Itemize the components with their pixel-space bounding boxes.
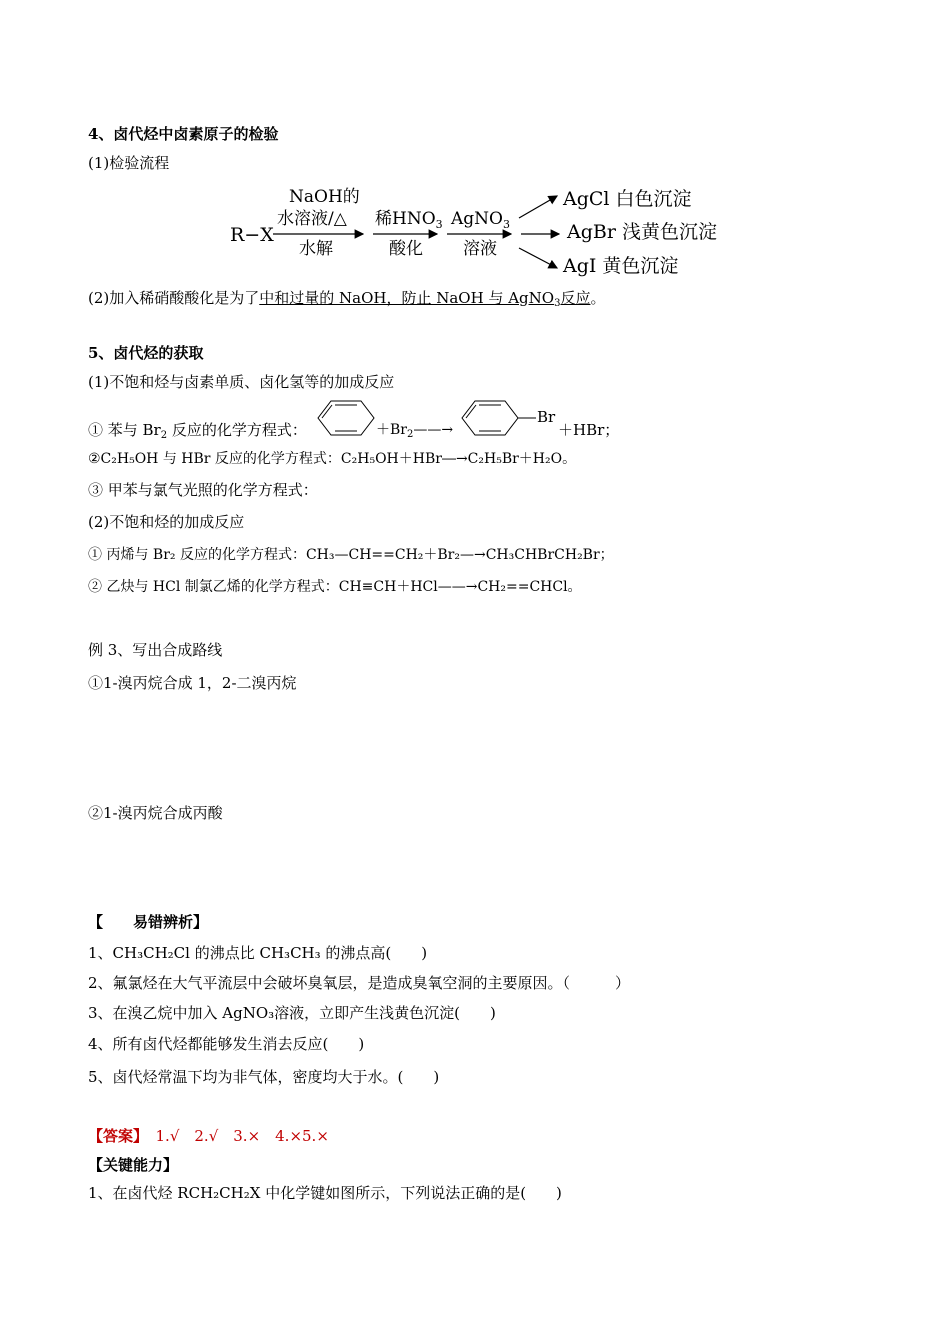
equation-benzene-br2: ① 苯与 $Br_2$ 反应的化学方程式： bbox=[88, 421, 307, 441]
flow-step1-top2: 水溶液/△ bbox=[277, 209, 347, 229]
bromobenzene-br-label: Br bbox=[537, 408, 556, 426]
error-item-1: 1、CH₃CH₂Cl 的沸点比 CH₃CH₃ 的沸点高( ) bbox=[88, 944, 428, 962]
key-ability-q1: 1、在卤代烃 RCH₂CH₂X 中化学键如图所示，下列说法正确的是( ) bbox=[88, 1184, 562, 1202]
flow-step2-top: 稀$HNO_3$ bbox=[375, 209, 443, 231]
flow-result-agcl: AgCl 白色沉淀 bbox=[563, 188, 692, 210]
benzene-ring-icon bbox=[316, 398, 376, 438]
equation-benzene-hbr: ＋HBr； bbox=[558, 421, 620, 439]
error-analysis-title: 【 易错辨析】 bbox=[88, 913, 209, 931]
flow-step3-bottom: 溶液 bbox=[463, 239, 497, 259]
flow-step1-bottom: 水解 bbox=[299, 239, 333, 259]
equation-benzene-mid: $+Br_2——\to$ bbox=[376, 422, 454, 440]
flow-step2-bottom: 酸化 bbox=[389, 239, 423, 259]
flow-step1-top1: NaOH的 bbox=[289, 187, 360, 207]
section-4-title: 4、卤代烃中卤素原子的检验 bbox=[88, 125, 279, 143]
answer-label: 【答案】 bbox=[88, 1127, 141, 1145]
flow-result-agi: AgI 黄色沉淀 bbox=[563, 255, 679, 277]
halogen-test-flow-diagram bbox=[225, 180, 745, 280]
answer-text: 1.√ 2.√ 3.× 4.×5.× bbox=[140, 1127, 329, 1145]
bromobenzene-ring-icon bbox=[460, 398, 560, 438]
flow-step3-top: AgNO$_3$ bbox=[451, 209, 510, 231]
error-item-2: 2、氟氯烃在大气平流层中会破坏臭氧层，是造成臭氧空洞的主要原因。（ ） bbox=[88, 974, 631, 992]
flow-start: R−X bbox=[230, 224, 274, 246]
example-3-q1: ①1-溴丙烷合成 1，2-二溴丙烷 bbox=[88, 674, 297, 692]
equation-toluene-cl2: ③ 甲苯与氯气光照的化学方程式： bbox=[88, 481, 318, 499]
section-5-sub1: (1)不饱和烃与卤素单质、卤化氢等的加成反应 bbox=[88, 373, 395, 391]
section-5-title: 5、卤代烃的获取 bbox=[88, 344, 204, 362]
section-4-sub2: (2)加入稀硝酸酸化是为了中和过量的 NaOH，防止 NaOH 与 AgNO$_3$反应。 bbox=[88, 289, 606, 309]
section-4-sub1: (1)检验流程 bbox=[88, 154, 170, 172]
answer-line bbox=[88, 1126, 329, 1146]
error-item-3: 3、在溴乙烷中加入 AgNO₃溶液，立即产生浅黄色沉淀( ) bbox=[88, 1004, 496, 1022]
equation-acetylene-hcl: ② 乙炔与 HCl 制氯乙烯的化学方程式：CH≡CH＋HCl——→CH₂==CHCl。 bbox=[88, 579, 582, 595]
key-ability-title: 【关键能力】 bbox=[88, 1156, 179, 1174]
section-5-sub2: (2)不饱和烃的加成反应 bbox=[88, 513, 245, 531]
equation-propene-br2: ① 丙烯与 Br₂ 反应的化学方程式：CH₃—CH==CH₂＋Br₂—→CH₃CHBrCH₂Br； bbox=[88, 547, 614, 563]
error-item-4: 4、所有卤代烃都能够发生消去反应( ) bbox=[88, 1035, 365, 1053]
example-3-q2: ②1-溴丙烷合成丙酸 bbox=[88, 804, 223, 822]
equation-ethanol-hbr: ②C₂H₅OH 与 HBr 反应的化学方程式：C₂H₅OH＋HBr―→C₂H₅Br＋H₂O。 bbox=[88, 451, 577, 467]
flow-result-agbr: AgBr 浅黄色沉淀 bbox=[567, 221, 717, 243]
error-item-5: 5、卤代烃常温下均为非气体，密度均大于水。( ) bbox=[88, 1068, 440, 1086]
example-3-title: 例 3、写出合成路线 bbox=[88, 641, 223, 659]
